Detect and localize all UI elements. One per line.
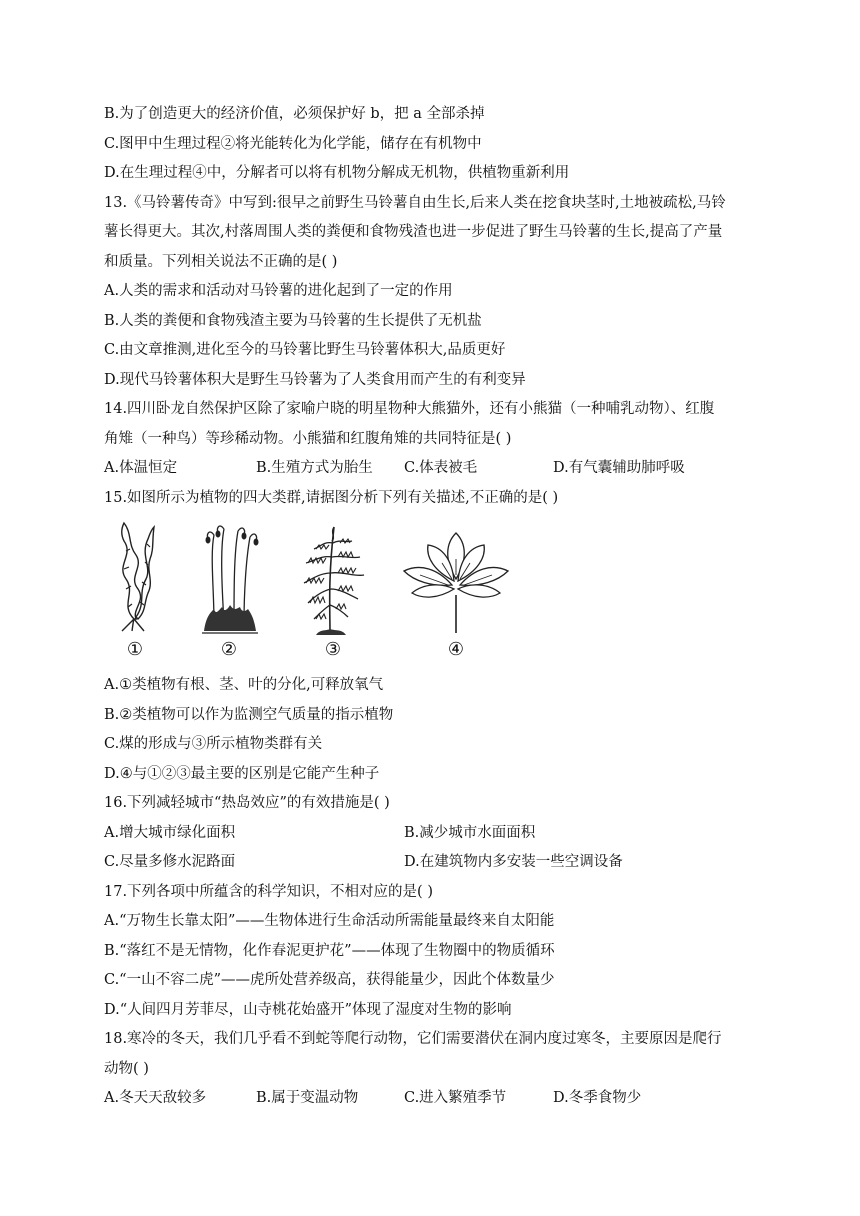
- q16-option-d: D.在建筑物内多安装一些空调设备: [404, 854, 623, 870]
- q13-option-d: D.现代马铃薯体积大是野生马铃薯为了人类食用而产生的有利变异: [104, 371, 526, 388]
- plant-label-3: ③: [324, 639, 342, 660]
- exam-page: [104, 100, 764, 1114]
- q14-option-d: D.有气囊辅助肺呼吸: [553, 460, 685, 476]
- plant-label-2: ②: [220, 639, 238, 660]
- q16-options-row-2: [104, 848, 764, 878]
- q18-stem-line-2: 动物( ): [104, 1060, 149, 1077]
- q16-option-c: C.尽量多修水泥路面: [104, 854, 236, 870]
- flower-icon: [398, 519, 514, 637]
- moss-icon: [200, 519, 260, 637]
- q17-option-b: B.“落红不是无情物，化作春泥更护花”——体现了生物圈中的物质循环: [104, 942, 555, 959]
- q16-option-a: A.增大城市绿化面积: [104, 824, 236, 841]
- plant-label-4: ④: [447, 639, 465, 660]
- plant-groups-figure: [104, 519, 764, 671]
- q18-option-d: D.冬季食物少: [553, 1090, 642, 1106]
- q18-option-c: C.进入繁殖季节: [404, 1090, 507, 1106]
- q18-stem-line-1: 18.寒冷的冬天，我们几乎看不到蛇等爬行动物，它们需要潜伏在洞内度过寒冬，主要原因是爬行: [104, 1031, 722, 1047]
- q15-option-d: D.④与①②③最主要的区别是它能产生种子: [104, 765, 380, 782]
- q18-option-a: A.冬天天敌较多: [104, 1090, 207, 1106]
- q13-stem-line-1: 13.《马铃薯传奇》中写到:很早之前野生马铃薯自由生长,后来人类在挖食块茎时,土地被疏松,马铃: [104, 194, 726, 211]
- q17-stem: 17.下列各项中所蕴含的科学知识，不相对应的是( ): [104, 883, 433, 900]
- q15-stem: 15.如图所示为植物的四大类群,请据图分析下列有关描述,不正确的是( ): [104, 489, 559, 506]
- algae-icon: [110, 519, 158, 637]
- q14-option-a: A.体温恒定: [104, 460, 178, 476]
- q13-stem-line-3: 和质量。下列相关说法不正确的是( ): [104, 253, 338, 270]
- q15-option-a: A.①类植物有根、茎、叶的分化,可释放氧气: [104, 677, 384, 693]
- q14-stem-line-2: 角雉（一种鸟）等珍稀动物。小熊猫和红腹角雉的共同特征是( ): [104, 430, 512, 447]
- q17-option-c: C.“一山不容二虎”——虎所处营养级高，获得能量少，因此个体数量少: [104, 972, 555, 988]
- q17-option-a: A.“万物生长靠太阳”——生物体进行生命活动所需能量最终来自太阳能: [104, 913, 555, 929]
- q13-stem-line-2: 薯长得更大。其次,村落周围人类的粪便和食物残渣也进一步促进了野生马铃薯的生长,提高了产量: [104, 224, 723, 240]
- q13-option-a: A.人类的需求和活动对马铃薯的进化起到了一定的作用: [104, 283, 453, 299]
- q12-option-d: D.在生理过程④中，分解者可以将有机物分解成无机物，供植物重新利用: [104, 165, 570, 181]
- q14-option-b: B.生殖方式为胎生: [256, 460, 373, 476]
- q18-option-b: B.属于变温动物: [256, 1090, 359, 1106]
- q15-option-c: C.煤的形成与③所示植物类群有关: [104, 736, 323, 752]
- q15-option-b: B.②类植物可以作为监测空气质量的指示植物: [104, 706, 394, 723]
- q18-options: [104, 1084, 764, 1114]
- q16-stem: 16.下列减轻城市“热岛效应”的有效措施是( ): [104, 795, 390, 811]
- plant-label-1: ①: [126, 639, 144, 660]
- q16-option-b: B.减少城市水面面积: [404, 824, 536, 841]
- fern-icon: [300, 519, 370, 639]
- q12-option-c: C.图甲中生理过程②将光能转化为化学能，储存在有机物中: [104, 135, 482, 152]
- q14-stem-line-1: 14.四川卧龙自然保护区除了家喻户晓的明星物种大熊猫外，还有小熊猫（一种哺乳动物）、红腹: [104, 401, 715, 417]
- q14-option-c: C.体表被毛: [404, 460, 478, 476]
- q16-options-row-1: [104, 819, 764, 849]
- q14-options: [104, 454, 764, 484]
- q13-option-b: B.人类的粪便和食物残渣主要为马铃薯的生长提供了无机盐: [104, 312, 482, 329]
- q13-option-c: C.由文章推测,进化至今的马铃薯比野生马铃薯体积大,品质更好: [104, 342, 506, 358]
- q12-option-b: B.为了创造更大的经济价值，必须保护好 b，把 a 全部杀掉: [104, 106, 485, 122]
- q17-option-d: D.“人间四月芳菲尽，山寺桃花始盛开”体现了湿度对生物的影响: [104, 1001, 512, 1018]
